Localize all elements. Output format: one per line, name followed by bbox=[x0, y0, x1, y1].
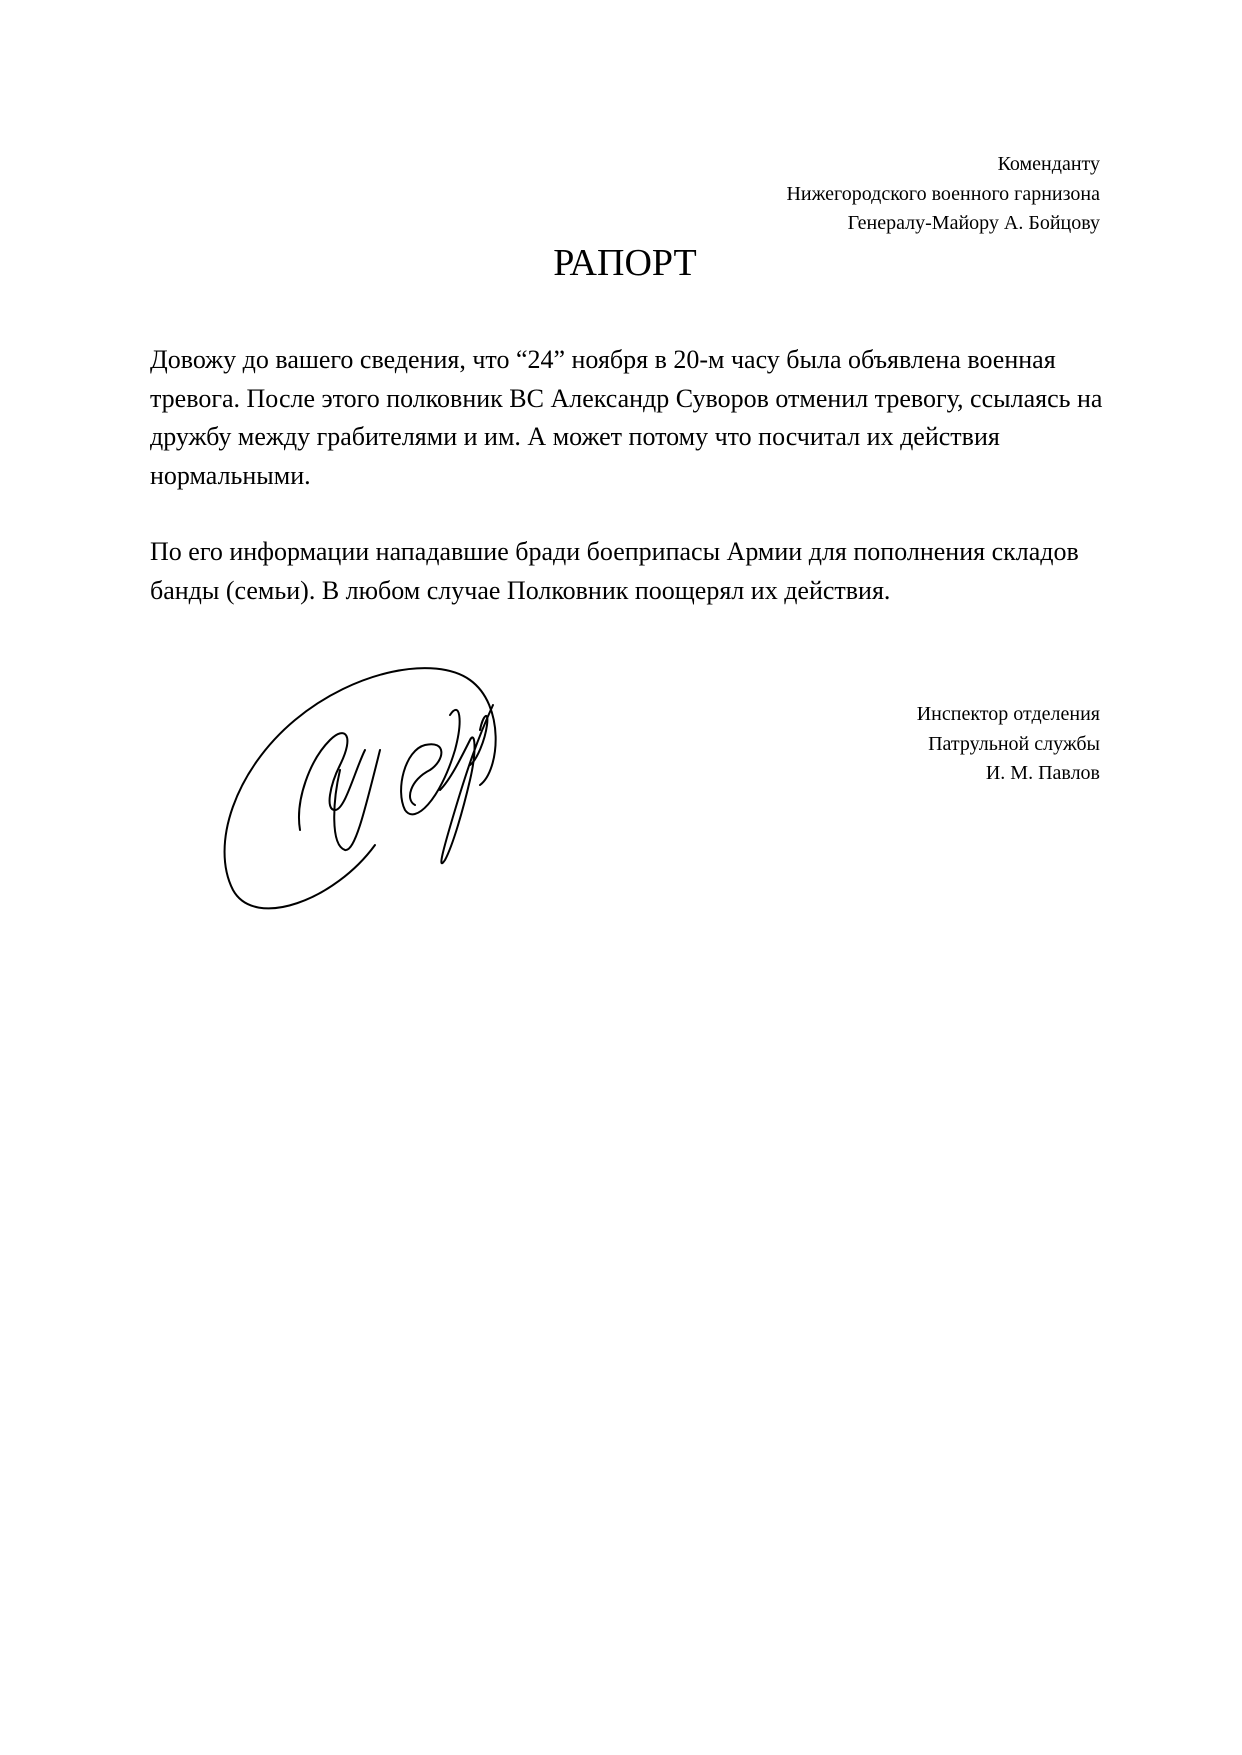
signer-position-line-1: Инспектор отделения bbox=[916, 703, 1100, 725]
document-title: РАПОРТ bbox=[553, 242, 697, 284]
signer-name: И. М. Павлов bbox=[985, 762, 1100, 784]
body-paragraph-2: По его информации нападавшие бради боеприпасы Армии для пополнения складов банды (семьи). В любом случае Полковник поощерял их действия. bbox=[150, 537, 1079, 605]
signature-icon bbox=[215, 660, 515, 920]
addressee-line-1: Коменданту bbox=[997, 153, 1100, 175]
addressee-line-3: Генералу-Майору А. Бойцову bbox=[847, 212, 1100, 234]
addressee-block bbox=[786, 150, 1100, 239]
signer-block bbox=[917, 700, 1100, 789]
addressee-line-2: Нижегородского военного гарнизона bbox=[786, 182, 1100, 205]
signer-position-line-2: Патрульной службы bbox=[928, 732, 1100, 755]
body-paragraph-1: Довожу до вашего сведения, что “24” ноября в 20-м часу была объявлена военная тревога. После этого полковник ВС Александр Суворов отменил тревогу, ссылаясь на дружбу между грабителями и им. А может потому что посчитал их действия нормальными. bbox=[150, 345, 1103, 490]
